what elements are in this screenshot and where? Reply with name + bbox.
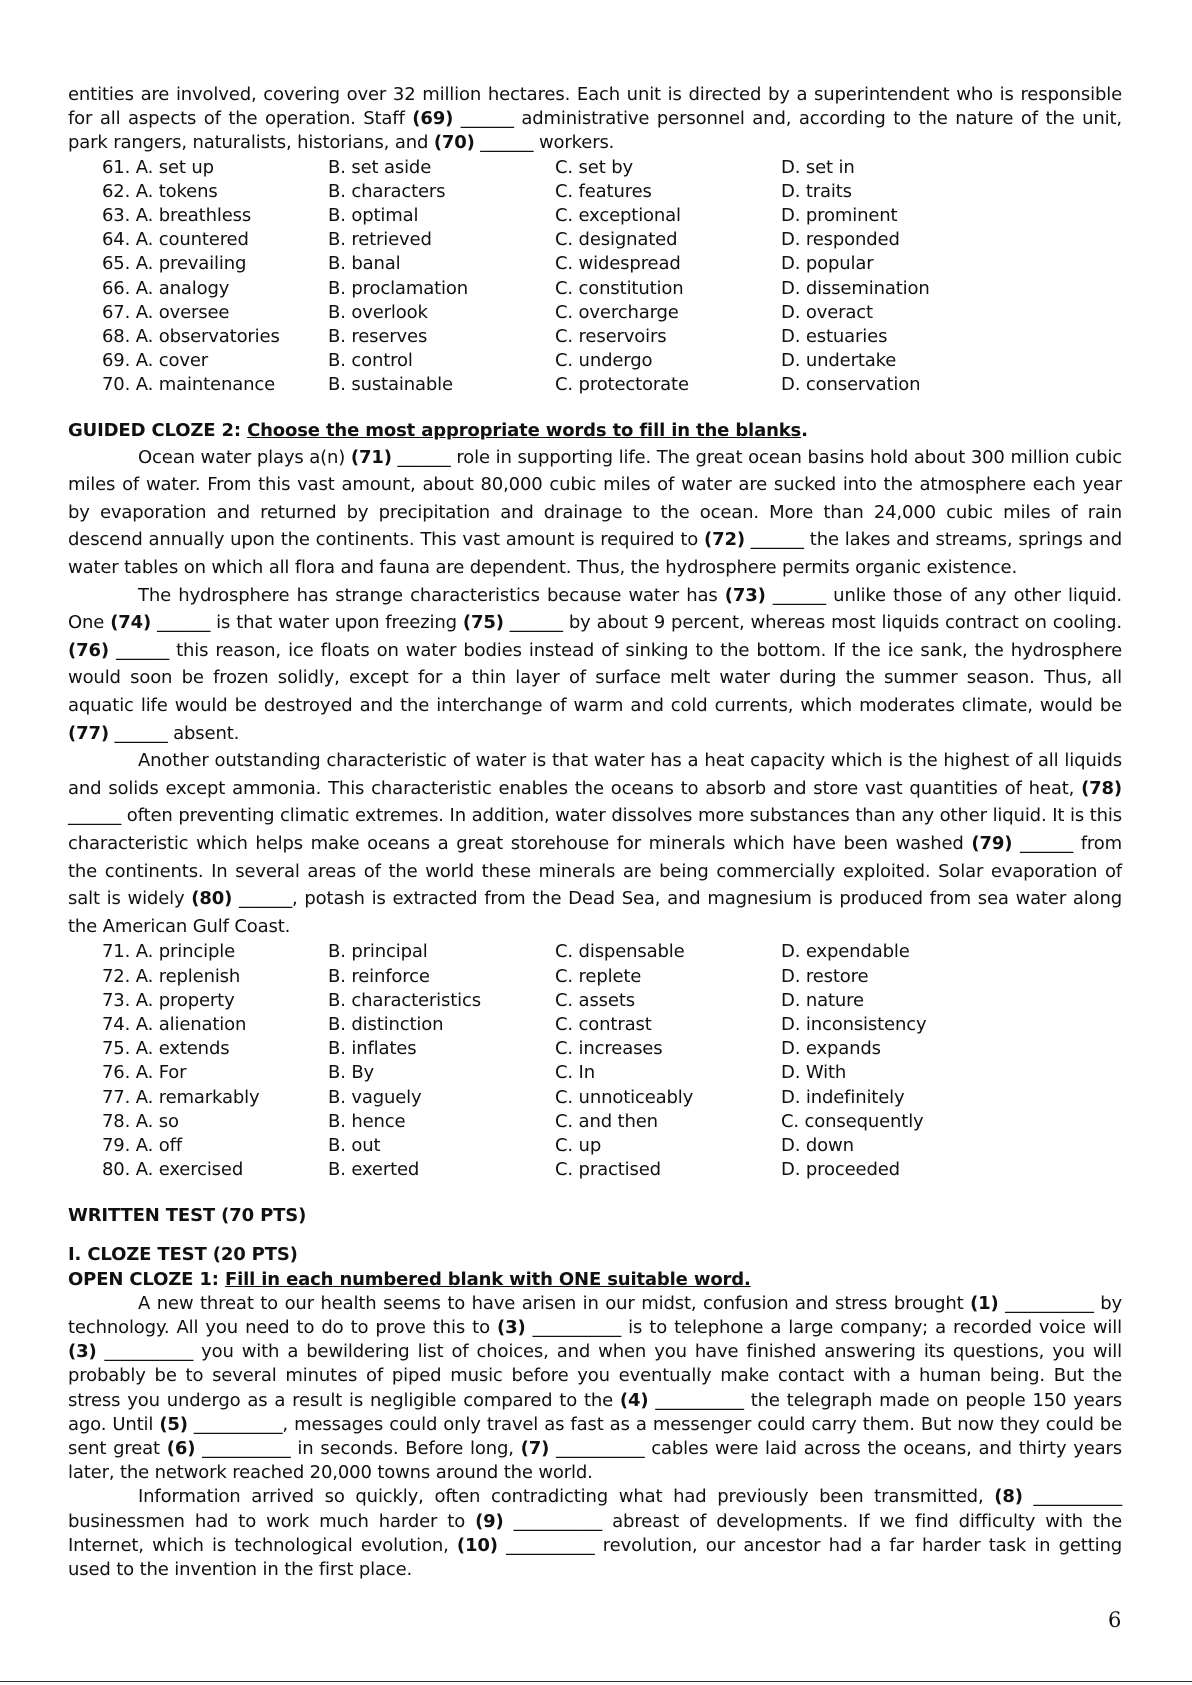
passage-text: ______ workers. [474, 132, 615, 154]
passage-text: __________ the telegraph made on people 150 years ago. Until [68, 1389, 1122, 1435]
option-choice: D. nature [781, 989, 864, 1011]
blank-number: (4) [619, 1389, 649, 1411]
option-choice: C. constitution [555, 277, 684, 299]
option-row [102, 373, 1122, 397]
option-choice: B. characters [328, 180, 446, 202]
option-choice: B. inflates [328, 1038, 417, 1060]
option-choice: 61. A. set up [102, 156, 214, 178]
option-choice: 79. A. off [102, 1134, 182, 1156]
blank-number: (8) [994, 1486, 1023, 1508]
blank-number: (74) [110, 612, 152, 634]
option-choice: C. unnoticeably [555, 1086, 694, 1108]
option-row [102, 349, 1122, 373]
blank-number: (80) [191, 888, 233, 910]
option-choice: C. contrast [555, 1013, 652, 1035]
option-choice: C. features [555, 180, 652, 202]
heading-period: . [801, 420, 808, 442]
option-choice: 65. A. prevailing [102, 253, 247, 275]
option-choice: C. undergo [555, 350, 653, 372]
option-choice: C. consequently [781, 1110, 924, 1132]
option-row [102, 989, 1122, 1013]
page-number: 6 [1108, 1608, 1122, 1632]
option-row [102, 940, 1122, 964]
blank-number: (77) [68, 722, 109, 744]
passage-text: ______ the lakes and streams, springs and water tables on which all flora and fauna are dependent. Thus, the hydrosphere permits organic existence. [68, 529, 1123, 579]
option-choice: C. set by [555, 156, 633, 178]
option-choice: B. reinforce [328, 965, 430, 987]
passage-text: The hydrosphere has strange characteristics because water has [138, 584, 725, 606]
option-choice: D. overact [781, 301, 873, 323]
passage-text: ______ unlike those of any other liquid. One [68, 584, 1122, 634]
document-page [68, 83, 1122, 1582]
blank-number-69: (69) [412, 108, 454, 130]
option-choice: C. protectorate [555, 374, 689, 396]
passage-ending [68, 83, 1122, 156]
option-choice: D. expands [781, 1038, 881, 1060]
option-choice: C. increases [555, 1038, 663, 1060]
option-choice: B. distinction [328, 1013, 444, 1035]
option-row [102, 965, 1122, 989]
blank-number: (3) [497, 1317, 526, 1339]
passage-text: ______ often preventing climatic extremes. In addition, water dissolves more substances than any other liquid. It is this characteristic which helps make oceans a great storehouse for minerals which have been washed [68, 805, 1122, 854]
option-choice: B. characteristics [328, 989, 481, 1011]
option-row [102, 1013, 1122, 1037]
written-test-title: WRITTEN TEST (70 PTS) [68, 1205, 307, 1227]
open-cloze-paragraph-2 [68, 1485, 1122, 1582]
gc2-paragraph-2 [68, 582, 1122, 748]
blank-number: (9) [475, 1510, 504, 1532]
option-choice: C. In [555, 1062, 595, 1084]
passage-text: ______ absent. [108, 722, 240, 744]
option-choice: 62. A. tokens [102, 180, 218, 202]
option-choice: B. sustainable [328, 374, 453, 396]
option-choice: B. exerted [328, 1159, 420, 1181]
passage-text: __________ is to telephone a large company; a recorded voice will [525, 1317, 1122, 1339]
option-choice: D. indefinitely [781, 1086, 905, 1108]
option-choice: D. estuaries [781, 325, 888, 347]
blank-number: (75) [462, 612, 504, 634]
option-choice: 73. A. property [102, 989, 235, 1011]
option-choice: B. out [328, 1134, 381, 1156]
blank-number: (71) [350, 446, 392, 468]
passage-text: __________ you with a bewildering list of choices, and when you have finished answering its questions, you will probably be to several minutes of piped music before you eventually make contact with a human being. But the stress you undergo as a result is negligible compared to the [68, 1341, 1122, 1411]
passage-text: ______ administrative personnel and, according to the nature of the unit, park rangers, naturalists, historians, and [68, 108, 1122, 154]
option-row [102, 325, 1122, 349]
blank-number-70: (70) [433, 132, 475, 154]
option-choice: D. prominent [781, 204, 898, 226]
option-choice: D. conservation [781, 374, 921, 396]
section-instruction: Fill in each numbered blank with ONE suitable word. [224, 1268, 751, 1290]
passage-text: Information arrived so quickly, often contradicting what had previously been transmitted, [138, 1486, 995, 1508]
blank-number: (1) [970, 1292, 999, 1314]
blank-number: (72) [704, 529, 745, 551]
passage-text: ______ by about 9 percent, whereas most liquids contract on cooling. [503, 612, 1122, 634]
option-choice: B. overlook [328, 301, 428, 323]
passage-text: entities are involved, covering over 32 million hectares. Each unit is directed by a superintendent who is responsible for all aspects of the operation. Staff [68, 84, 1122, 130]
gc2-paragraph-3 [68, 747, 1122, 940]
option-choice: C. replete [555, 965, 642, 987]
option-choice: 68. A. observatories [102, 325, 280, 347]
option-choice: 71. A. principle [102, 941, 236, 963]
option-choice: 64. A. countered [102, 229, 249, 251]
option-choice: 67. A. oversee [102, 301, 230, 323]
passage-text: ______ from the continents. In several areas of the world these minerals are being commercially exploited. Solar evaporation of salt is widely [68, 833, 1122, 910]
blank-number: (10) [456, 1534, 498, 1556]
option-choice: C. assets [555, 989, 635, 1011]
blank-number: (3) [68, 1341, 97, 1363]
option-choice: D. proceeded [781, 1159, 900, 1181]
option-choice: D. down [781, 1134, 854, 1156]
section-label: GUIDED CLOZE 2: [68, 420, 248, 442]
passage-text: A new threat to our health seems to have arisen in our midst, confusion and stress brought [138, 1292, 971, 1314]
footer-rule [0, 1681, 1192, 1682]
passage-text: Ocean water plays a(n) [138, 446, 351, 468]
option-choice: D. restore [781, 965, 869, 987]
option-choice: 63. A. breathless [102, 204, 252, 226]
passage-text: __________ by technology. All you need to do to prove this to [68, 1292, 1122, 1339]
option-choice: D. With [781, 1062, 847, 1084]
blank-number: (6) [166, 1438, 196, 1460]
option-choice: B. retrieved [328, 229, 432, 251]
option-choice: C. reservoirs [555, 325, 667, 347]
option-row [102, 1037, 1122, 1061]
option-row [102, 180, 1122, 204]
option-choice: 70. A. maintenance [102, 374, 276, 396]
passage-text: __________ cables were laid across the oceans, and thirty years later, the network reached 20,000 towns around the world. [68, 1438, 1122, 1484]
option-choice: D. responded [781, 229, 900, 251]
options-list-71-80 [102, 940, 1122, 1182]
option-choice: D. inconsistency [781, 1013, 927, 1035]
blank-number: (79) [971, 833, 1013, 854]
option-choice: C. and then [555, 1110, 658, 1132]
option-row [102, 204, 1122, 228]
option-choice: B. optimal [328, 204, 419, 226]
passage-text: __________ in seconds. Before long, [195, 1438, 521, 1460]
passage-text: ______, potash is extracted from the Dead Sea, and magnesium is produced from sea water along the American Gulf Coast. [68, 888, 1123, 937]
open-cloze-1-heading [68, 1268, 1122, 1292]
option-choice: 77. A. remarkably [102, 1086, 260, 1108]
option-row [102, 228, 1122, 252]
guided-cloze-2-heading [68, 419, 1122, 443]
option-choice: B. set aside [328, 156, 432, 178]
option-choice: 69. A. cover [102, 350, 209, 372]
option-choice: C. overcharge [555, 301, 679, 323]
option-choice: 66. A. analogy [102, 277, 230, 299]
option-choice: B. banal [328, 253, 401, 275]
option-row [102, 252, 1122, 276]
option-row [102, 1158, 1122, 1182]
passage-text: __________ abreast of developments. If we find difficulty with the Internet, which is technological evolution, [68, 1510, 1122, 1556]
blank-number: (73) [724, 584, 766, 606]
passage-text: __________, messages could only travel as fast as a messenger could carry them. But now they could be sent great [68, 1413, 1123, 1460]
option-choice: C. widespread [555, 253, 681, 275]
section-instruction: Choose the most appropriate words to fill in the blanks [247, 420, 802, 442]
gc2-paragraph-1 [68, 444, 1122, 582]
cloze-test-heading: I. CLOZE TEST (20 PTS) [68, 1244, 298, 1266]
option-choice: B. control [328, 350, 413, 372]
section-label: OPEN CLOZE 1: [68, 1268, 225, 1290]
option-choice: B. proclamation [328, 277, 468, 299]
option-choice: B. reserves [328, 325, 428, 347]
option-choice: D. expendable [781, 941, 910, 963]
option-row [102, 1134, 1122, 1158]
option-choice: 75. A. extends [102, 1038, 230, 1060]
options-list-61-70 [102, 156, 1122, 398]
blank-number: (78) [1081, 777, 1122, 799]
option-row [102, 1086, 1122, 1110]
passage-text: Another outstanding characteristic of water is that water has a heat capacity which is the highest of all liquids and solids except ammonia. This characteristic enables the oceans to absorb and store vast quantities of heat, [68, 750, 1122, 799]
option-choice: B. By [328, 1062, 375, 1084]
option-choice: B. principal [328, 941, 428, 963]
option-choice: C. designated [555, 229, 678, 251]
blank-number: (5) [159, 1413, 188, 1435]
option-choice: 76. A. For [102, 1062, 187, 1084]
option-choice: 74. A. alienation [102, 1013, 247, 1035]
option-choice: D. traits [781, 180, 852, 202]
option-row [102, 1061, 1122, 1085]
passage-text: __________ revolution, our ancestor had a far harder task in getting used to the invention in the first place. [68, 1534, 1122, 1581]
blank-number: (7) [520, 1438, 550, 1460]
option-choice: D. popular [781, 253, 874, 275]
option-choice: C. dispensable [555, 941, 685, 963]
option-choice: B. hence [328, 1110, 406, 1132]
option-choice: C. practised [555, 1159, 661, 1181]
option-choice: B. vaguely [328, 1086, 422, 1108]
passage-text: ______ this reason, ice floats on water bodies instead of sinking to the bottom. If the ice sank, the hydrosphere would soon be frozen solidly, except for a thin layer of surface melt water during the summer season. Thus, all aquatic life would be destroyed and the interchange of warm and cold currents, which moderates climate, would be [68, 639, 1122, 717]
passage-text: ______ role in supporting life. The great ocean basins hold about 300 million cubic miles of water. From this vast amount, about 80,000 cubic miles of water are sucked into the atmosphere each year by evaporation and returned by precipitation and drainage to the ocean. More than 24,000 cubic miles of rain descend annually upon the continents. This vast amount is required to [68, 446, 1122, 551]
option-row [102, 301, 1122, 325]
open-cloze-paragraph-1 [68, 1292, 1122, 1486]
blank-number: (76) [68, 639, 109, 661]
option-choice: C. up [555, 1134, 602, 1156]
option-choice: 78. A. so [102, 1110, 179, 1132]
option-row [102, 277, 1122, 301]
option-choice: D. undertake [781, 350, 897, 372]
option-choice: D. dissemination [781, 277, 930, 299]
option-choice: C. exceptional [555, 204, 681, 226]
passage-text: __________ businessmen had to work much harder to [68, 1486, 1122, 1532]
passage-text: ______ is that water upon freezing [151, 612, 463, 634]
option-choice: 80. A. exercised [102, 1159, 244, 1181]
option-choice: D. set in [781, 156, 855, 178]
option-choice: 72. A. replenish [102, 965, 241, 987]
option-row [102, 156, 1122, 180]
option-row [102, 1110, 1122, 1134]
